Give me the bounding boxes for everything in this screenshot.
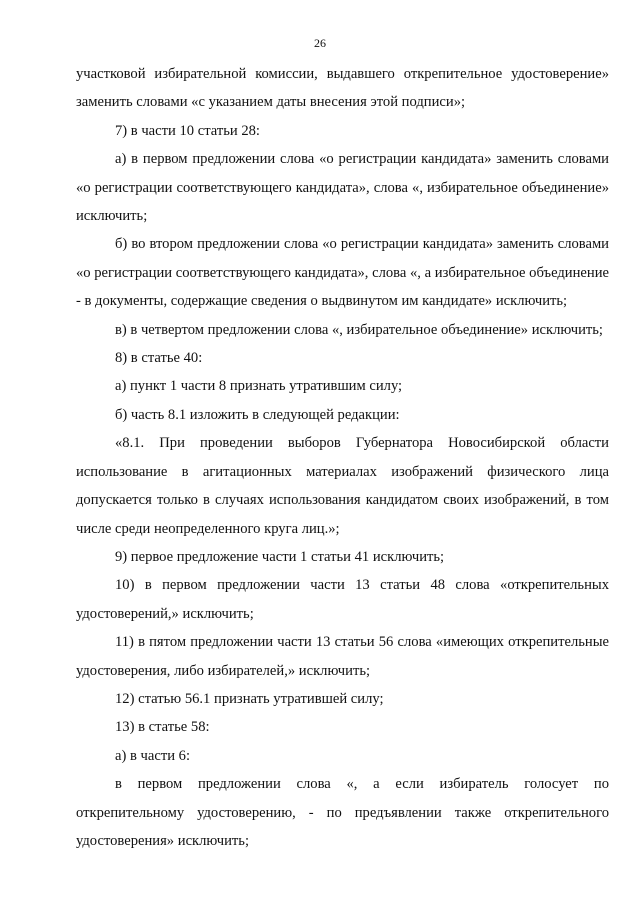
paragraph-quoted-8-1: «8.1. При проведении выборов Губернатора Новосибирской области использование в агитационных материалах изображений физического лица допускается только в случаях использования кандидатом своих изображений, в том числе среди неопределенного круга лиц.»; [76,435,609,537]
paragraph-continuation: участковой избирательной комиссии, выдавшего открепительное удостоверение» заменить словами «с указанием даты внесения этой подписи»; [76,66,609,111]
document-body [76,60,609,855]
paragraph-subitem-7b: б) во втором предложении слова «о регистрации кандидата» заменить словами «о регистрации соответствующего кандидата», слова «, а избирательное объединение - в документы, содержащие сведения о выдвинутом им кандидате» исключить; [76,236,609,310]
paragraph-subitem-7a: а) в первом предложении слова «о регистрации кандидата» заменить словами «о регистрации соответствующего кандидата», слова «, избирательное объединение» исключить; [76,151,609,225]
paragraph-item-8: 8) в статье 40: [115,350,203,367]
paragraph-item-13: 13) в статье 58: [115,719,210,736]
paragraph-item-12: 12) статью 56.1 признать утратившей силу; [115,690,384,707]
page-number: 26 [314,36,326,50]
paragraph-item-7: 7) в части 10 статьи 28: [115,122,260,139]
paragraph-subitem-13a: а) в части 6: [115,747,191,764]
paragraph-subitem-13a-detail: в первом предложении слова «, а если избиратель голосует по открепительному удостоверению, - по предъявлении также открепительного удостоверения» исключить; [76,776,609,849]
paragraph-item-10: 10) в первом предложении части 13 статьи 48 слова «открепительных удостоверений,» исключить; [76,577,609,622]
paragraph-item-9: 9) первое предложение части 1 статьи 41 исключить; [115,548,445,565]
paragraph-subitem-8a: а) пункт 1 части 8 признать утратившим силу; [115,378,403,395]
paragraph-subitem-8b: б) часть 8.1 изложить в следующей редакции: [115,406,400,423]
paragraph-item-11: 11) в пятом предложении части 13 статьи 56 слова «имеющих открепительные удостоверения, либо избирателей,» исключить; [76,634,609,679]
paragraph-subitem-7v: в) в четвертом предложении слова «, избирательное объединение» исключить; [115,321,603,338]
